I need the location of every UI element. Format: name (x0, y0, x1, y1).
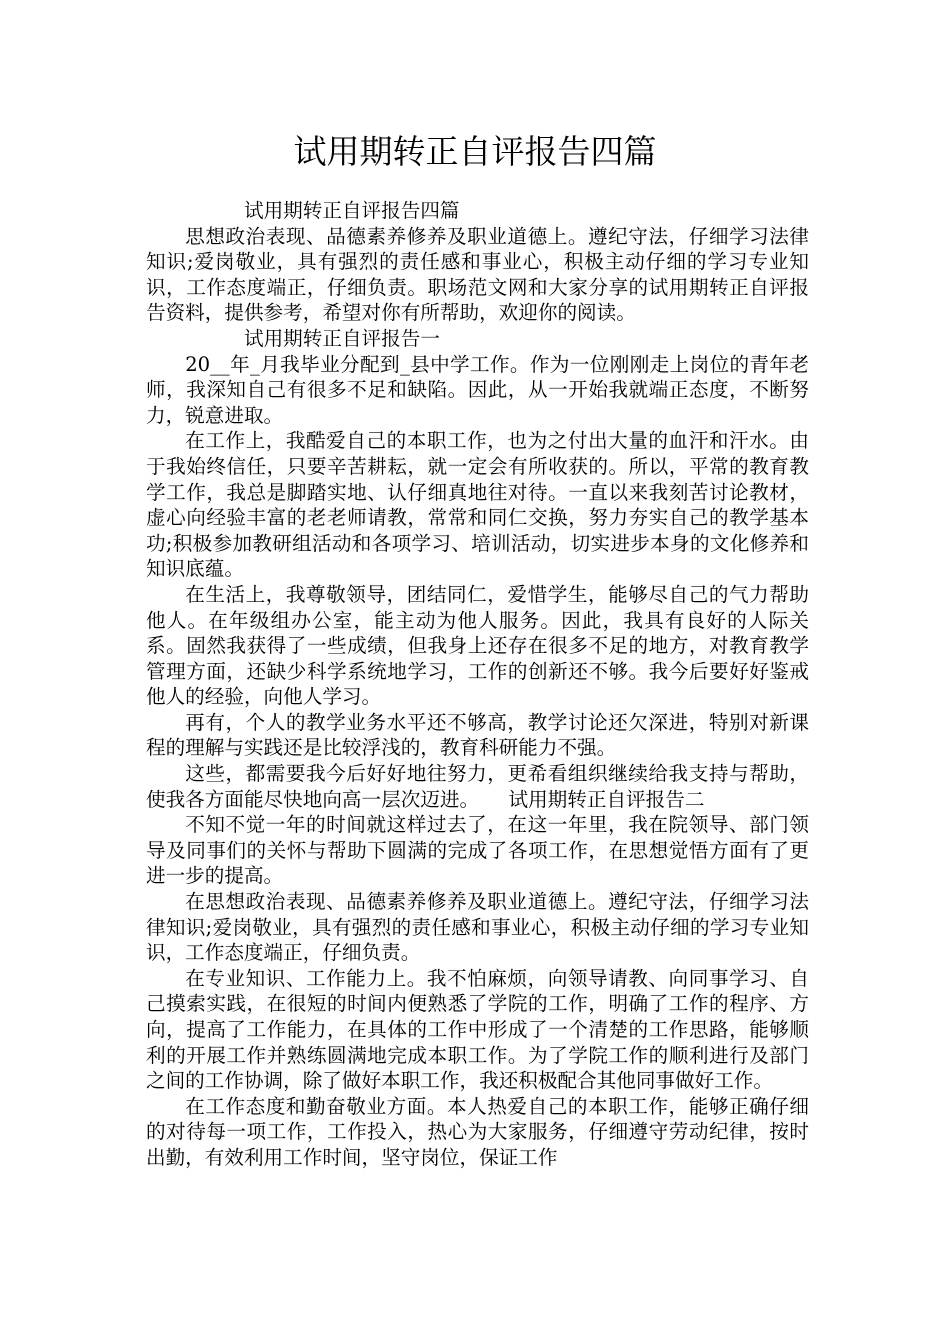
paragraph: 这些，都需要我今后好好地往努力，更希看组织继续给我支持与帮助，使我各方面能尽快地向高一层次迈进。 试用期转正自评报告二 (146, 762, 809, 811)
paragraph: 思想政治表现、品德素养修养及职业道德上。遵纪守法，仔细学习法律知识;爱岗敬业，具有强烈的责任感和事业心，积极主动仔细的学习专业知识，工作态度端正，仔细负责。职场范文网和大家分享的试用期转正自评报告资料，提供参考，希望对你有所帮助，欢迎你的阅读。 (146, 224, 809, 325)
paragraph: 在工作态度和勤奋敬业方面。本人热爱自己的本职工作，能够正确仔细的对待每一项工作，工作投入，热心为大家服务，仔细遵守劳动纪律，按时出勤，有效利用工作时间，坚守岗位，保证工作 (146, 1094, 809, 1169)
paragraph: 在生活上，我尊敬领导，团结同仁，爱惜学生，能够尽自己的气力帮助他人。在年级组办公室，能主动为他人服务。因此，我具有良好的人际关系。固然我获得了一些成绩，但我身上还存在很多不足的地方，对教育教学管理方面，还缺少科学系统地学习，工作的创新还不够。我今后要好好鉴戒他人的经验，向他人学习。 (146, 582, 809, 709)
paragraph: 20__年_月我毕业分配到_县中学工作。作为一位刚刚走上岗位的青年老师，我深知自己有很多不足和缺陷。因此，从一开始我就端正态度，不断努力，锐意进取。 (146, 352, 809, 427)
section-heading: 试用期转正自评报告一 (244, 326, 440, 350)
document-title: 试用期转正自评报告四篇 (293, 132, 657, 171)
paragraph: 在思想政治表现、品德素养修养及职业道德上。遵纪守法，仔细学习法律知识;爱岗敬业，具有强烈的责任感和事业心，积极主动仔细的学习专业知识，工作态度端正，仔细负责。 (146, 890, 809, 965)
paragraph: 在专业知识、工作能力上。我不怕麻烦，向领导请教、向同事学习、自己摸索实践，在很短的时间内便熟悉了学院的工作，明确了工作的程序、方向，提高了工作能力，在具体的工作中形成了一个清楚的工作思路，能够顺利的开展工作并熟练圆满地完成本职工作。为了学院工作的顺利进行及部门之间的工作协调，除了做好本职工作，我还积极配合其他同事做好工作。 (146, 966, 809, 1093)
document-subtitle: 试用期转正自评报告四篇 (244, 199, 460, 222)
paragraph: 在工作上，我酷爱自己的本职工作，也为之付出大量的血汗和汗水。由于我始终信任，只要辛苦耕耘，就一定会有所收获的。所以，平常的教育教学工作，我总是脚踏实地、认仔细真地往对待。一直以来我刻苦讨论教材，虚心向经验丰富的老老师请教，常常和同仁交换，努力夯实自己的教学基本功;积极参加教研组活动和各项学习、培训活动，切实进步本身的文化修养和知识底蕴。 (146, 429, 809, 581)
document-body (146, 198, 809, 1171)
paragraph: 不知不觉一年的时间就这样过去了，在这一年里，我在院领导、部门领导及同事们的关怀与帮助下圆满的完成了各项工作，在思想觉悟方面有了更进一步的提高。 (146, 813, 809, 888)
paragraph: 再有，个人的教学业务水平还不够高，教学讨论还欠深进，特别对新课程的理解与实践还是比较浮浅的，教育科研能力不强。 (146, 710, 809, 760)
